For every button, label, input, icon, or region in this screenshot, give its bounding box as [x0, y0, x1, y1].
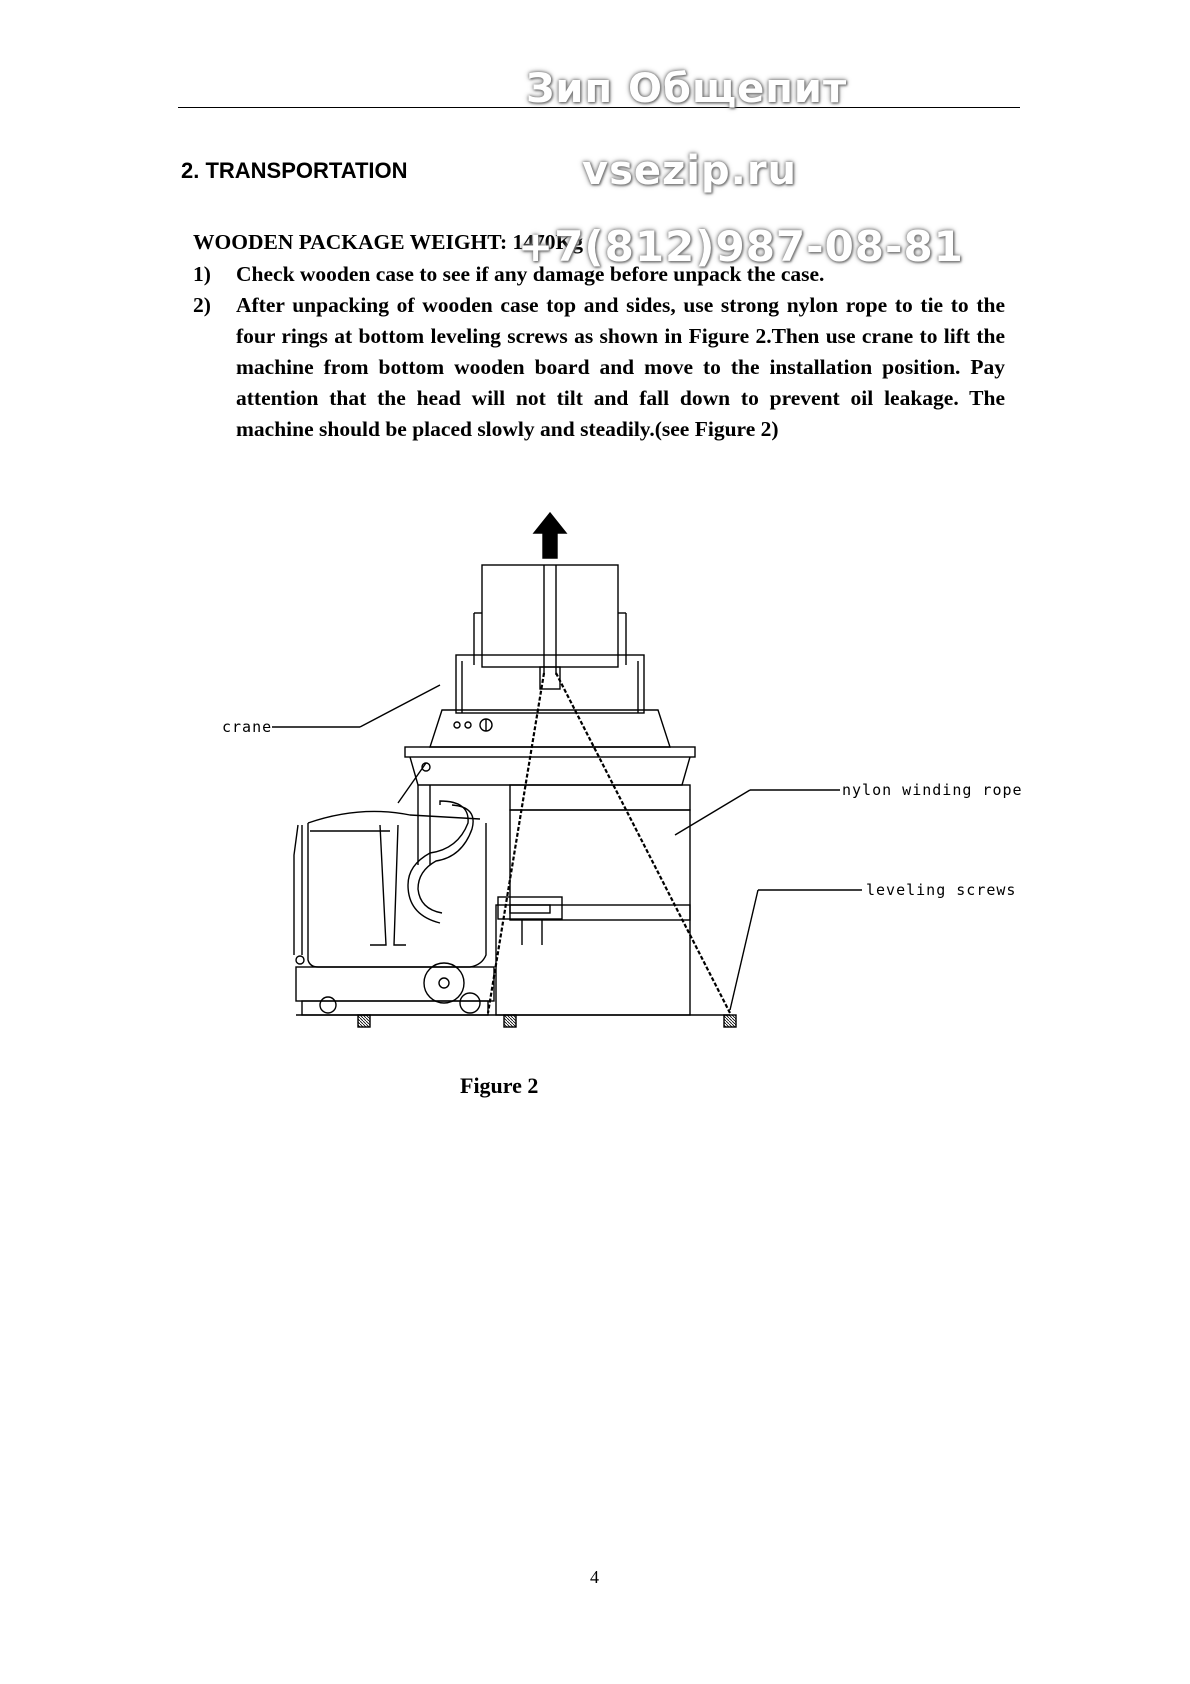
- label-crane: crane: [222, 718, 273, 736]
- lift-arrow-icon: [534, 513, 566, 558]
- watermark-phone: +7(812)987-08-81: [518, 222, 964, 271]
- label-nylon-rope: nylon winding rope: [842, 781, 1023, 799]
- watermark-site: vsezip.ru: [582, 148, 798, 194]
- figure-2-drawing: [210, 505, 1030, 1065]
- page-number: 4: [590, 1567, 599, 1587]
- list-item-number: 2): [193, 293, 211, 317]
- figure-caption: Figure 2: [460, 1073, 539, 1098]
- list-item-text: Check wooden case to see if any damage before unpack the case.: [236, 262, 825, 286]
- watermark-brand: Зип Общепит: [526, 66, 848, 112]
- list-item-text: After unpacking of wooden case top and sides, use strong nylon rope to tie to the four rings at bottom leveling screws as shown in Figure 2.Then use crane to lift the machine from bottom wooden board and move to the installation position. Pay attention that the head will not tilt and fall down to prevent oil leakage. The machine should be placed slowly and steadily.(see Figure 2): [236, 293, 1005, 441]
- package-weight: WOODEN PACKAGE WEIGHT: 1470Kg: [193, 230, 584, 254]
- list-item-number: 1): [193, 262, 211, 286]
- label-leveling-screws: leveling screws: [866, 881, 1017, 899]
- section-heading: 2. TRANSPORTATION: [181, 158, 408, 183]
